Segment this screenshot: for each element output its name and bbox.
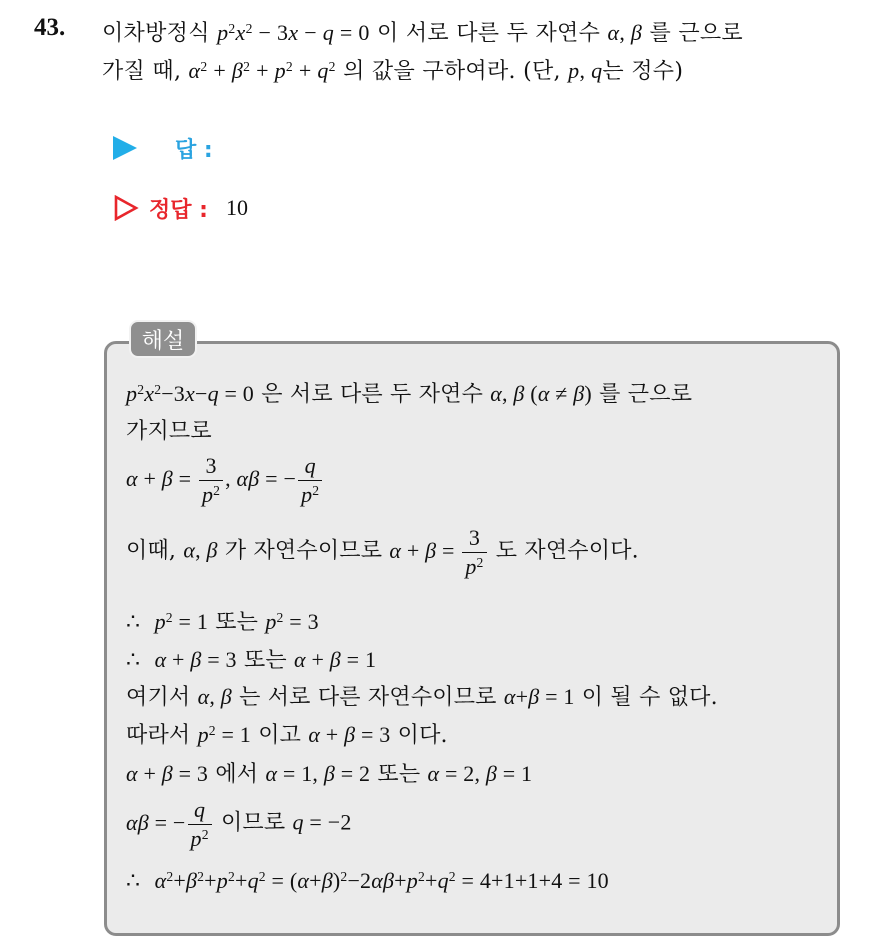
answer-row [113, 131, 213, 165]
explanation-text: 또는 [215, 610, 259, 635]
math-symbols: p, q [568, 58, 603, 83]
filled-triangle-right-icon [113, 136, 137, 160]
outline-triangle-right-icon [113, 195, 139, 221]
question-line-2 [102, 54, 683, 85]
equation: α + β = 3 [154, 647, 237, 672]
explanation-line-1 [126, 377, 692, 408]
explanation-text: 은 서로 다른 두 자연수 [261, 382, 484, 407]
explanation-line-3 [126, 455, 324, 506]
explanation-text: 또는 [243, 648, 287, 673]
math-symbols: α, β [197, 684, 232, 709]
equation: q = −2 [292, 809, 352, 835]
explanation-line-2: 가지므로 [126, 419, 212, 444]
equation: $p^2x^2 - 3x - q = 0$ [217, 20, 370, 45]
correct-answer-row [113, 190, 248, 226]
explanation-text: 이때, [126, 538, 177, 564]
question-line-1 [102, 16, 743, 47]
explanation-text: 또는 [377, 762, 421, 787]
equation: $p^2x^2-3x-q = 0$ [126, 381, 255, 406]
explanation-line-8 [126, 718, 448, 749]
explanation-line-5 [126, 605, 319, 636]
explanation-text: 도 자연수이다. [495, 538, 639, 564]
final-equation: $\alpha^2+\beta^2+p^2+q^2 = (\alpha+\beta)^2-2\alpha\beta+p^2+q^2 = 4+1+1+4 = 10$ [154, 868, 609, 893]
therefore-symbol: ∴ [126, 868, 141, 893]
explanation-line-11 [126, 868, 609, 894]
math-symbols: α, β [183, 537, 218, 563]
explanation-line-7 [126, 680, 718, 711]
question-text: 이 서로 다른 두 자연수 [377, 21, 601, 46]
explanation-text: 에서 [215, 762, 259, 787]
therefore-symbol: ∴ [126, 647, 141, 672]
question-text: 는 정수) [602, 59, 684, 84]
explanation-text: 는 서로 다른 자연수이므로 [239, 685, 497, 710]
question-text: 가질 때, [102, 59, 182, 84]
equation: α + β = 1 [294, 647, 377, 672]
equation: α + β = 3 [126, 761, 209, 786]
correct-answer-value: 10 [225, 195, 248, 220]
explanation-text: 이 될 수 없다. [581, 685, 718, 710]
equation: α = 2, β = 1 [427, 761, 533, 786]
question-number: 43. [34, 14, 66, 41]
explanation-line-9 [126, 757, 532, 788]
explanation-line-6 [126, 643, 376, 674]
explanation-line-4 [126, 527, 639, 578]
explanation-text: 이다. [397, 723, 448, 748]
explanation-text: 이고 [258, 723, 302, 748]
therefore-symbol: ∴ [126, 609, 141, 634]
math-symbols: α, β (α ≠ β) [490, 381, 592, 406]
equation: $p^2 = 1$ [197, 722, 251, 747]
equation: $p^2 = 3$ [265, 609, 319, 634]
equation: $p^2 = 1$ [154, 609, 209, 634]
question-text: 이차방정식 [102, 21, 210, 46]
explanation-text: 따라서 [126, 723, 191, 748]
explanation-tag: 해설 [129, 320, 197, 358]
explanation-text: 가 자연수이므로 [224, 538, 383, 564]
math-symbols: α, β [607, 20, 643, 45]
expression: $\alpha^2 + \beta^2 + p^2 + q^2$ [188, 58, 336, 83]
equation: αβ = − $\frac{q}{p^2}$ [126, 810, 214, 835]
equation: α + β = $\frac{3}{p^2}$ [389, 538, 488, 563]
explanation-line-10 [126, 799, 352, 850]
question-text: 의 값을 구하여라. (단, [343, 59, 561, 84]
vieta-formulas: α + β = $\frac{3}{p^2}$ , αβ = − $\frac{q}{p^2}$ [126, 466, 324, 491]
equation: α+β = 1 [503, 684, 575, 709]
equation: α = 1, β = 2 [265, 761, 371, 786]
correct-answer-label: 정답 : [149, 197, 208, 223]
answer-label: 답 : [175, 137, 213, 163]
equation: α + β = 3 [308, 722, 391, 747]
explanation-text: 를 근으로 [599, 382, 693, 407]
question-text: 를 근으로 [649, 21, 743, 46]
explanation-text: 여기서 [126, 685, 191, 710]
explanation-text: 이므로 [220, 810, 286, 836]
